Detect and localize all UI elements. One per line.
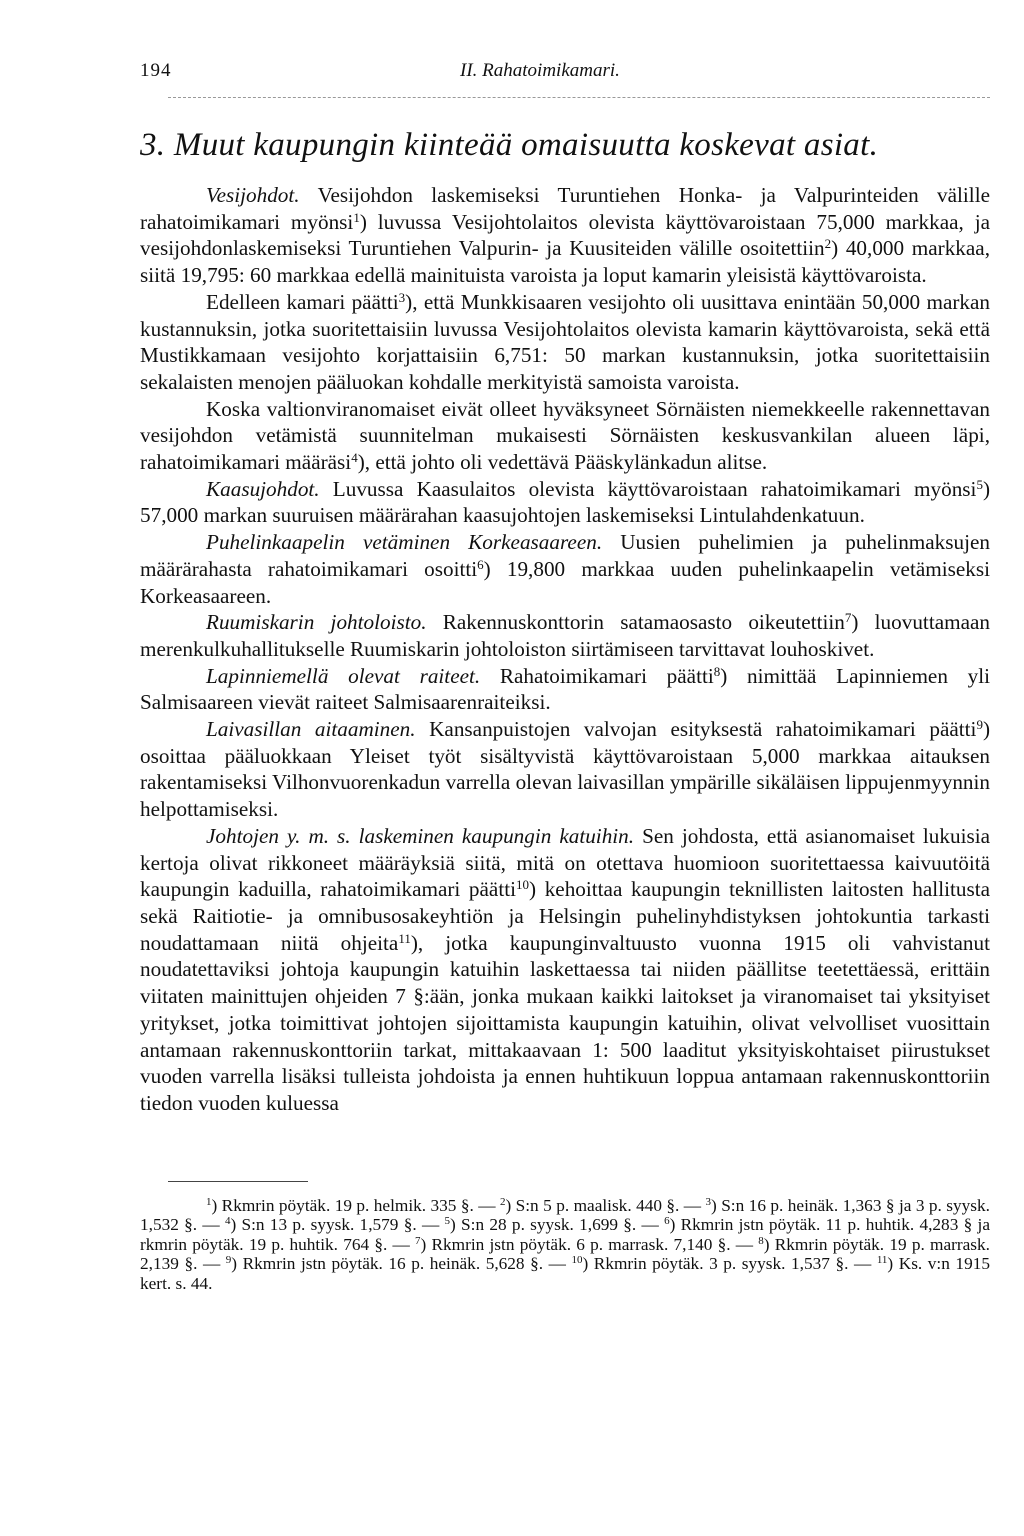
footnote-ref: 2	[824, 236, 832, 252]
paragraph-munkkisaari: Edelleen kamari päätti$^3$), että Munkkisaaren vesijohto oli uusittava enintään 50,000 markan kustannuksin, jotka suoritettaisiin luvussa Vesijohtolaitos olevista kamarin käyttövaroista, sekä että Mustikkamaan vesijohto korjattaisiin 6,751: 50 markan kustannuksin, jotka suoritettaisiin sekalaisten menojen pääluokan kohdalle merkityistä samoista varoista.	[140, 289, 990, 394]
section-title: 3. Muut kaupungin kiinteää omaisuutta koskevat asiat.	[140, 127, 879, 163]
page-header	[140, 60, 990, 90]
paragraph-sornainen: Koska valtionviranomaiset eivät olleet hyväksyneet Sörnäisten niemekkeelle rakennettavan vesijohdon vetämistä suunnitelman mukaisesti Sörnäisten keskusvankilan alueen läpi, rahatoimikamari määräsi$^4$), että johto oli vedettävä Pääskylänkadun alitse.	[140, 396, 990, 475]
paragraph-lead: Johtojen y. m. s. laskeminen kaupungin katuihin.	[206, 823, 635, 848]
footnote-block: $^1$) Rkmrin pöytäk. 19 p. helmik. 335 §. — $^2$) S:n 5 p. maalisk. 440 §. — $^3$) S:n 16 p. heinäk. 1,363 § ja 3 p. syysk. 1,532 §. — $^4$) S:n 13 p. syysk. 1,579 §. — $^5$) S:n 28 p. syysk. 1,699 §. — $^6$) Rkmrin jstn pöytäk. 11 p. huhtik. 4,283 § ja rkmrin pöytäk. 19 p. huhtik. 764 §. — $^7$) Rkmrin jstn pöytäk. 6 p. marrask. 7,140 §. — $^8$) Rkmrin pöytäk. 19 p. marrask. 2,139 §. — $^9$) Rkmrin jstn pöytäk. 16 p. heinäk. 5,628 §. — $^{10}$) Rkmrin pöytäk. 3 p. syysk. 1,537 §. — $^{11}$) Ks. v:n 1915 kert. s. 44.	[140, 1196, 990, 1293]
footnote-rule	[168, 1181, 308, 1182]
paragraph-lapinniemi: Lapinniemellä olevat raiteet. Rahatoimikamari päätti$^8$) nimittää Lapinniemen yli Salmisaareen vievät raiteet Salmisaarenraiteiksi.	[140, 663, 990, 715]
paragraph-ruumiskari: Ruumiskarin johtoloisto. Rakennuskonttorin satamaosasto oikeutettiin$^7$) luovuttamaan merenkulkuhallitukselle Ruumiskarin johtoloiston siirtämiseen tarvittavat louhoskivet.	[140, 610, 990, 661]
footnote-ref: 6	[477, 556, 484, 572]
running-title: II. Rahatoimikamari.	[460, 60, 620, 81]
paragraph-lead: Ruumiskarin johtoloisto.	[206, 610, 427, 635]
paragraph-lead: Lapinniemellä olevat raiteet.	[206, 663, 481, 688]
footnote-ref: 9	[976, 717, 983, 733]
header-rule	[168, 97, 990, 98]
paragraph-kaasujohdot: Kaasujohdot. Luvussa Kaasulaitos olevista käyttövaroistaan rahatoimikamari myönsi$^5$) 57,000 markan suuruisen määrärahan kaasujohtojen laskemiseksi Lintulahdenkatuun.	[140, 476, 990, 528]
footnote-ref: 3	[398, 289, 406, 305]
page-number: 194	[140, 60, 172, 81]
paragraph-lead: Puhelinkaapelin vetäminen Korkeasaareen.	[206, 530, 603, 555]
paragraph-johtojen-laskeminen: Johtojen y. m. s. laskeminen kaupungin katuihin. Sen johdosta, että asianomaiset lukuisia kertoja olivat rikkoneet määräyksiä siitä, mitä on otettava huomioon suoritettaessa kaivuutöitä kaupungin kaduilla, rahatoimikamari päätti$^{10}$) kehoittaa kaupungin teknillisten laitosten hallitusta sekä Raitiotie- ja omnibusosakeyhtiön ja Helsingin puhelinyhdistyksen johtokuntia tarkasti noudattamaan niitä ohjeita$^{11}$), jotka kaupunginvaltuusto vuonna 1915 oli vahvistanut noudatettaviksi johtoja kaupungin katuihin laskettaessa tai niiden päällitse teetettäessä, erittäin viitaten mainittujen ohjeiden 7 §:ään, jonka mukaan kaikki laitokset ja viranomaiset tai yksityiset yritykset, jotka toimittivat johtojen sijoittamista kaupungin katuihin, olivat velvolliset vuosittain antamaan rakennuskonttoriin tarkat, mittakaavaan 1: 500 laaditut yksityiskohtaiset piirustukset vuoden varrella lisäksi tulleista johdoista ja ennen huhtikuun loppua antamaan rakennuskonttoriin tiedon vuoden kuluessa	[140, 823, 991, 1115]
footnotes	[140, 1196, 990, 1293]
paragraph-puhelinkaapeli: Puhelinkaapelin vetäminen Korkeasaareen. Uusien puhelimien ja puhelinmaksujen määrärahasta rahatoimikamari osoitti$^6$) 19,800 markkaa uuden puhelinkaapelin vetämiseksi Korkeasaareen.	[140, 530, 990, 608]
paragraph-lead: Laivasillan aitaaminen.	[206, 717, 416, 742]
footnote-ref: 11	[398, 930, 411, 946]
footnote-ref: 7	[844, 610, 852, 626]
paragraph-lead: Kaasujohdot.	[206, 476, 320, 501]
body-text	[140, 182, 990, 1117]
footnote-ref: 8	[713, 663, 721, 679]
footnote-ref: 4	[351, 450, 358, 466]
footnote-ref: 5	[976, 476, 983, 492]
paragraph-vesijohdot: Vesijohdot. Vesijohdon laskemiseksi Turuntiehen Honka- ja Valpurinteiden välille rahatoimikamari myönsi$^1$) luvussa Vesijohtolaitos olevista käyttövaroistaan 75,000 markkaa, ja vesijohdonlaskemiseksi Turuntiehen Valpurin- ja Kuusiteiden välille osoitettiin$^2$) 40,000 markkaa, siitä 19,795: 60 markkaa edellä mainituista varoista ja loput kamarin yleisistä käyttövaroista.	[140, 183, 990, 288]
paragraph-lead: Vesijohdot.	[206, 183, 300, 207]
footnote-ref: 10	[516, 877, 529, 893]
paragraph-laivasilta: Laivasillan aitaaminen. Kansanpuistojen valvojan esityksestä rahatoimikamari päätti$^9$) osoittaa pääluokkaan Yleiset työt sisältyvistä käyttövaroistaan 5,000 markkaa aitauksen rakentamiseksi Vilhonvuorenkadun varrella olevan laivasillan ympärille sikäläisen lippujenmyynnin helpottamiseksi.	[140, 717, 991, 822]
footnote-ref: 1	[353, 209, 360, 225]
